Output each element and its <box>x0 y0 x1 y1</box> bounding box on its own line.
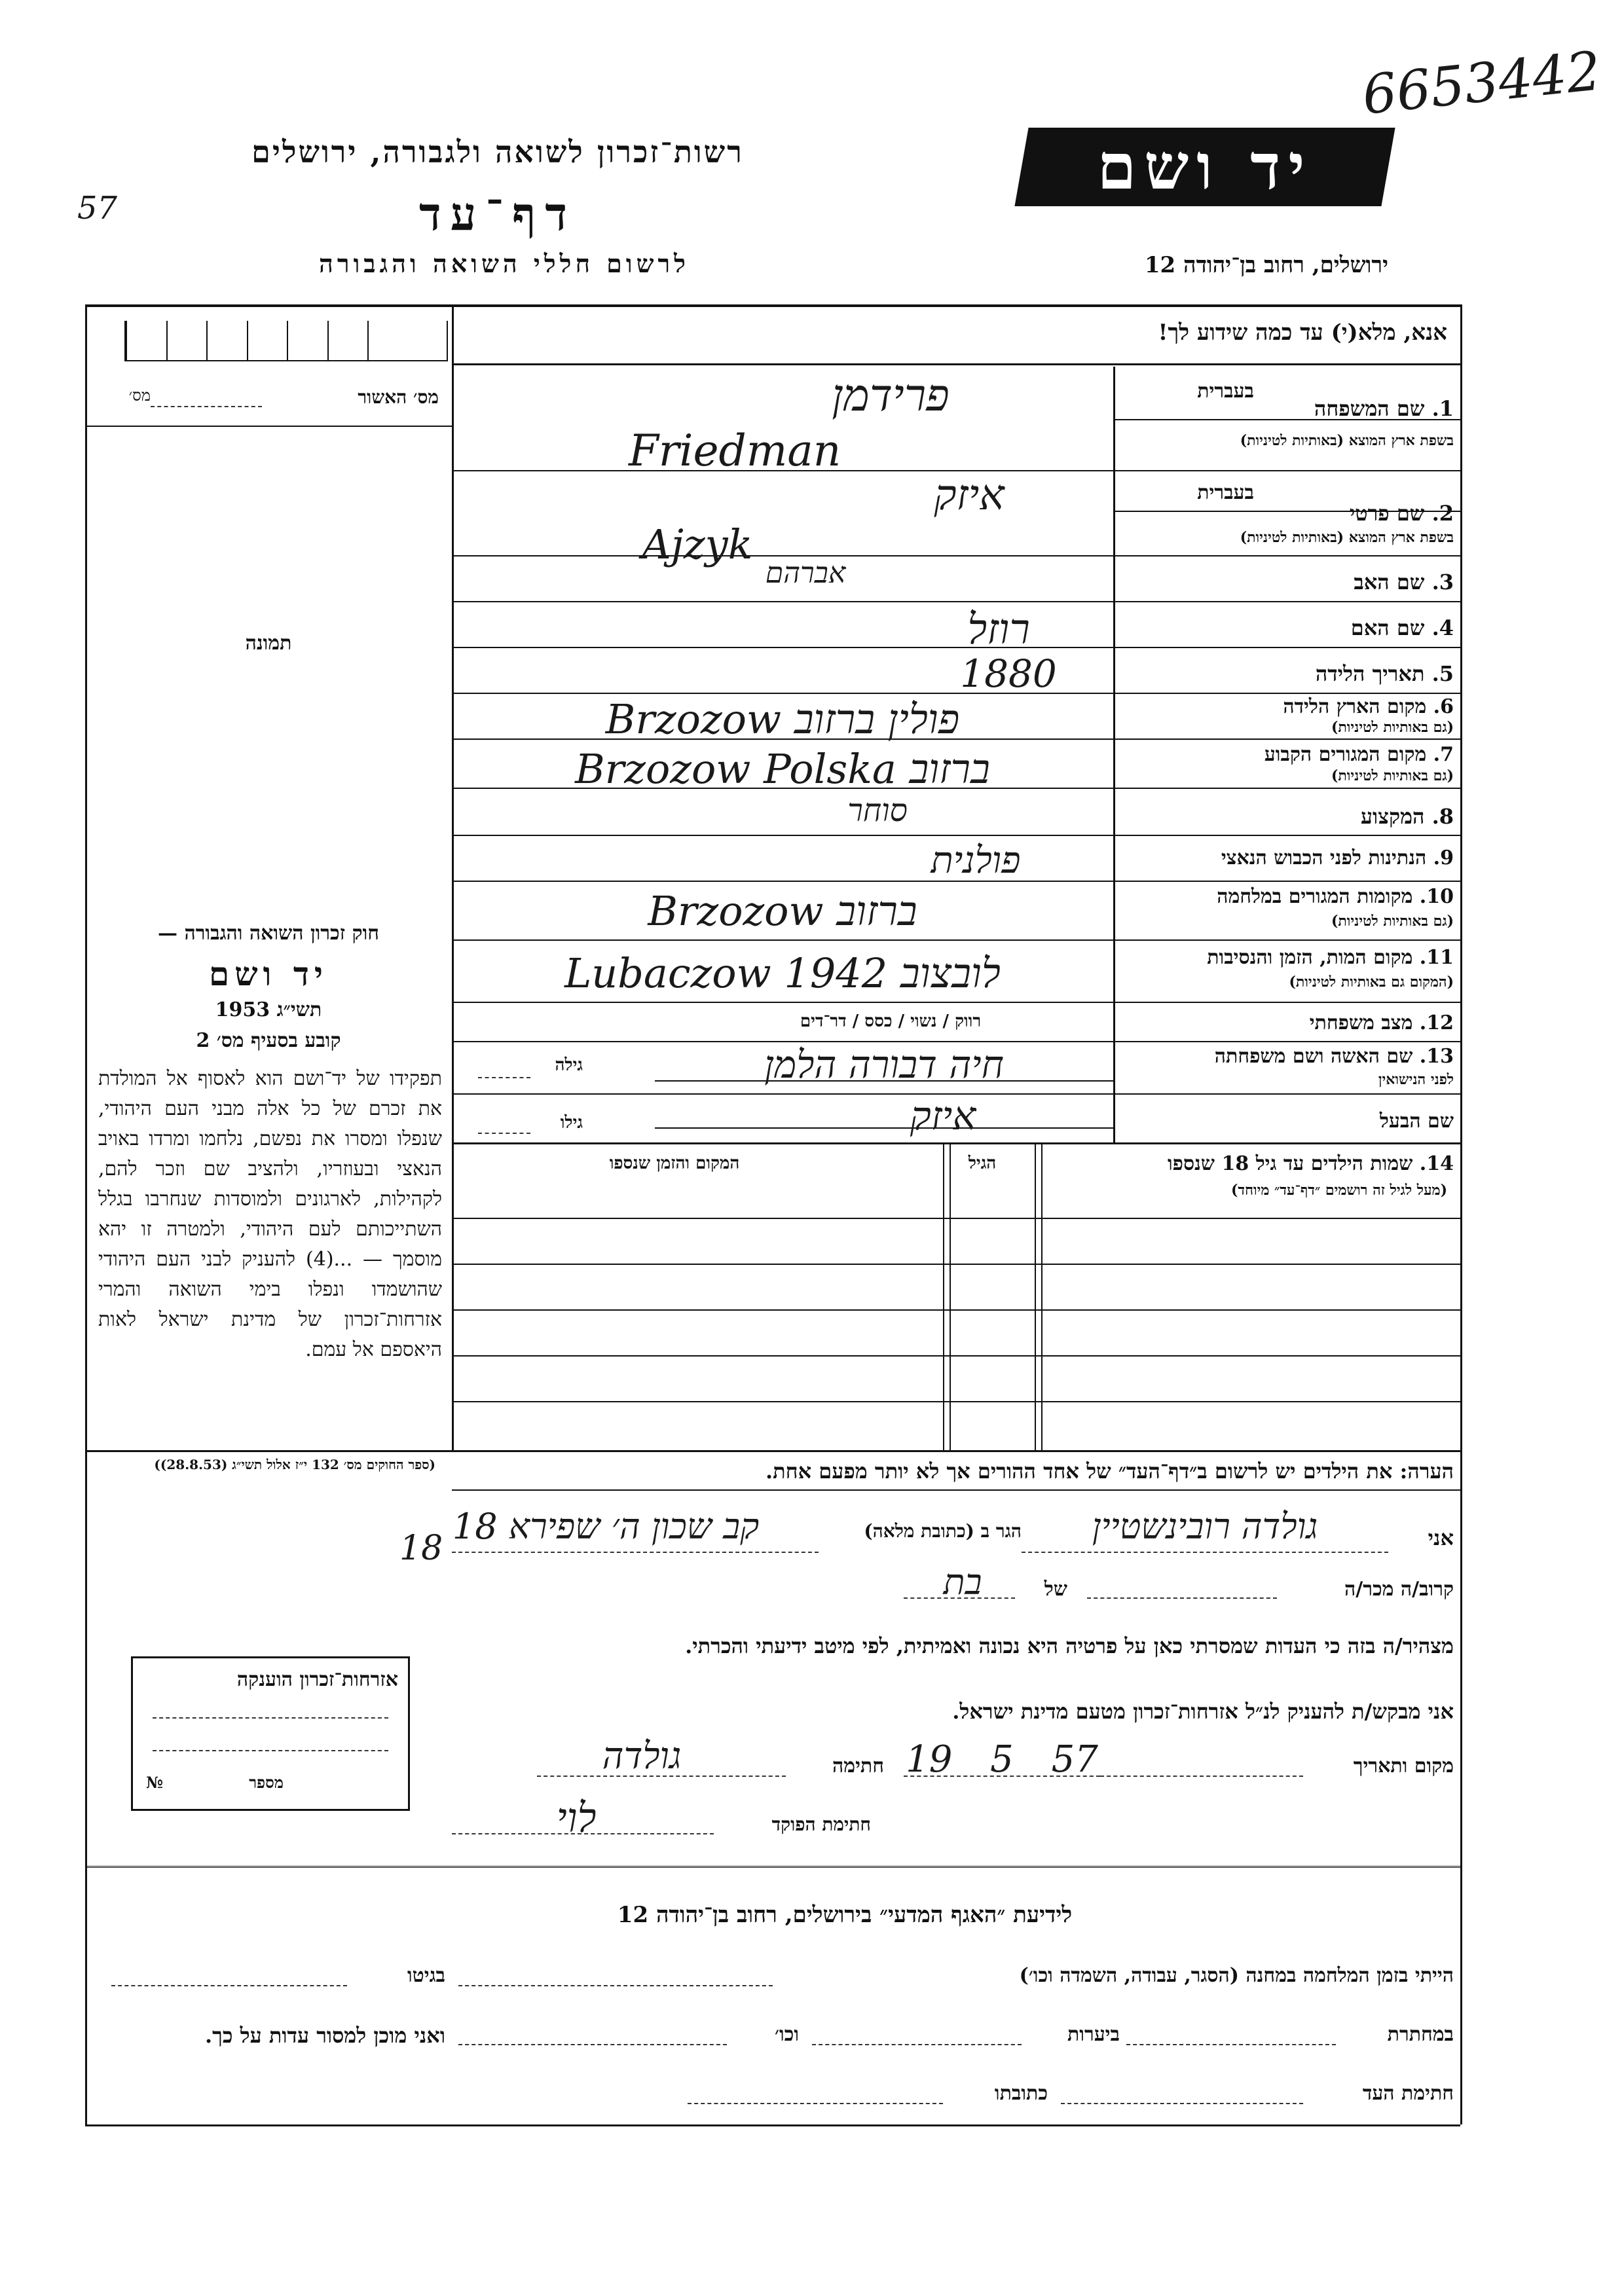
war-places-value: Brzozow ברזוב <box>648 887 917 935</box>
statement-text: מצהיר/ה בזה כי העדות שמסרתי כאן על פרטיה היא נכונה ואמיתית, לפי מיטב ידיעתי והכרתי. <box>685 1633 1454 1658</box>
death-value: Lubaczow לובצוב 1942 <box>564 949 1001 997</box>
relation-label: קרוב/ה מכר/ה <box>1344 1578 1454 1601</box>
law-year: תשי״ג 1953 <box>215 998 322 1021</box>
birthplace-value: Brzozow פולין ברזוב <box>605 695 960 743</box>
birthplace-label: 6. מקום הארץ הלידה <box>1283 695 1454 718</box>
residence-sub: (גם באותיות לטיניות) <box>1331 767 1454 784</box>
children-sub: (מעל לגיל זה רושמים ״דף־עד״ מיוחד) <box>1230 1182 1447 1199</box>
death-sub: (המקום גם באותיות לטיניות) <box>1289 974 1454 991</box>
war-places-label: 10. מקומות המגורים במלחמה <box>1217 885 1454 908</box>
place-date-label: מקום ותאריך <box>1353 1755 1454 1777</box>
hebrew-label-2: בעברית <box>1197 481 1254 504</box>
footer-etc: וכו׳ <box>775 2023 799 2046</box>
given-sub: בשפת ארץ המוצא (באותיות לטיניות) <box>1240 529 1454 546</box>
law-source: (ספר החוקים מס׳ 132 י״ז אלול תשי״ג (28.8.53)) <box>154 1457 435 1472</box>
residence-value: Brzozow Polska ברזוב <box>575 745 990 793</box>
surname-heb-value: פרידמן <box>832 370 950 422</box>
surname-lat-value: Friedman <box>629 426 841 476</box>
death-label: 11. מקום המות, הזמן והנסיבות <box>1207 946 1454 969</box>
spouse-label: 13. שם האשה ושם משפחתה <box>1214 1045 1454 1068</box>
citizenship-number-label: מספר <box>249 1773 284 1792</box>
given-heb-value: איזק <box>934 471 1005 520</box>
side-number: 18 <box>399 1529 443 1568</box>
husband-age-label: גילו <box>560 1113 583 1133</box>
children-label: 14. שמות הילדים עד גיל 18 שנספו <box>1167 1152 1454 1175</box>
given-label: 2. שם פרטי <box>1349 501 1454 526</box>
children-age-header: הגיל <box>968 1154 997 1173</box>
approval-label: מס׳ האשור <box>358 386 439 408</box>
residence-label: 7. מקום המגורים הקבוע <box>1264 743 1454 766</box>
note-text: הערה: את הילדים יש לרשום ב״דף־העד״ של אחד ההורים אך לא יותר מפעם אחת. <box>765 1459 1454 1484</box>
footer-witness-sig: חתימת העד <box>1362 2082 1454 2105</box>
law-title: חוק זכרון השואה והגבורה — <box>158 922 379 945</box>
declaration-i-label: אני <box>1428 1525 1454 1550</box>
authority-line: רשות־זכרון לשואה ולגבורה, ירושלים <box>251 134 744 170</box>
mother-label: 4. שם האם <box>1350 615 1454 640</box>
intro-text: אנא, מלא(י) עד כמה שידוע לך! <box>1158 319 1447 346</box>
citizenship-no: № <box>146 1773 164 1792</box>
footer-forests: ביערות <box>1067 2023 1120 2046</box>
officer-label: חתימת הפוקד <box>771 1813 871 1835</box>
citizenship-title: אזרחות־זכרון הוענקה <box>236 1668 398 1691</box>
form-title: דף־עד <box>418 187 576 241</box>
frame-left <box>85 304 87 2124</box>
header-address: ירושלים, רחוב בן־יהודה 12 <box>1144 252 1388 278</box>
photo-label: תמונה <box>245 632 292 655</box>
date-value: 19 5 57 <box>906 1738 1098 1781</box>
dob-value: 1880 <box>960 651 1057 696</box>
war-places-sub: (גם באותיות לטיניות) <box>1331 913 1454 930</box>
spouse-age-label: גילה <box>555 1055 583 1075</box>
signature-value: גולדה <box>602 1735 682 1777</box>
citizenship-box <box>131 1656 410 1811</box>
husband-label: שם הבעל <box>1379 1110 1454 1133</box>
family-status-options: רווק / נשוי / כסס / דר־דים <box>800 1011 982 1031</box>
occupation-label: 8. המקצוע <box>1360 804 1454 829</box>
declarant-address: קב שכון ה׳ שפירא 18 <box>452 1506 760 1547</box>
occupation-value: סוחר <box>847 792 908 829</box>
father-value: אברהם <box>765 556 846 590</box>
dob-label: 5. תאריך הלידה <box>1315 661 1454 686</box>
mother-value: רוזל <box>967 606 1030 654</box>
officer-signature: לוי <box>556 1794 597 1842</box>
husband-value: איזק <box>910 1093 976 1139</box>
approval-no-label: מס׳ <box>128 386 151 405</box>
footer-ghetto: בגיטו <box>407 1964 445 1987</box>
nationality-label: 9. הנתינות לפני הכבוש הנאצי <box>1221 847 1454 869</box>
request-text: אני מבקש/ת להעניק לנ״ל אזרחות־זכרון מטעם מדינת ישראל. <box>952 1699 1454 1724</box>
approval-number-box <box>124 321 448 361</box>
family-status-label: 12. מצב משפחתי <box>1309 1011 1454 1034</box>
form-subtitle: לרשום חללי השואה והגבורה <box>319 249 690 278</box>
law-name: יד ושם <box>209 955 328 993</box>
label-divider <box>1113 367 1115 1142</box>
surname-label: 1. שם המשפחה <box>1314 396 1454 421</box>
resident-label: הגר ב (כתובת מלאה) <box>864 1520 1022 1542</box>
frame-right <box>1460 304 1462 2124</box>
nationality-value: פולנית <box>931 839 1021 882</box>
relation-value: בת <box>943 1561 982 1603</box>
children-place-header: המקום והזמן שנספו <box>609 1154 740 1173</box>
sidebar-divider <box>452 304 454 1450</box>
law-text: תפקידו של יד־ושם הוא לאסוף אל המולדת את זכרם של כל אלה מבני העם היהודי, שנפלו ומסרו את נפשם, נלחמו ומרדו באויב הנאצי ובעוזריו, ולהציב שם וזכר להם, לקהילות, לארגונים ולמוסדות שנחרבו בגלל השתייכותם לעם היהודי, ולמטרה זו יהא מוסמך — ...(4) להעניק לבני העם היהודי שהושמדו ונפלו בימי השואה והמרי אזרחות־זכרון של מדינת ישראל לאות היאספם אל עמם. <box>98 1067 442 1361</box>
footer-address: כתובתו <box>994 2082 1048 2105</box>
given-lat-value: Ajzyk <box>642 520 753 568</box>
spouse-sub: לפני הנישואין <box>1378 1071 1454 1088</box>
footer-title: לידיעת ״האגף המדעי״ בירושלים, רחוב בן־יהודה 12 <box>617 1902 1073 1928</box>
yad-vashem-logo: יד ושם <box>1014 128 1395 206</box>
hebrew-label-1: בעברית <box>1197 380 1254 403</box>
footer-underground: במחתרת <box>1387 2023 1454 2046</box>
footer-line1: הייתי בזמן המלחמה במחנה (הסגר, עבודה, השמדה וכו׳) <box>1019 1964 1454 1987</box>
father-label: 3. שם האב <box>1354 570 1454 594</box>
of-label: של <box>1044 1578 1067 1601</box>
frame-top <box>85 304 1460 307</box>
surname-sub: בשפת ארץ המוצא (באותיות לטיניות) <box>1240 432 1454 449</box>
archive-number: 6653442 <box>1359 40 1604 127</box>
signature-label: חתימה <box>832 1755 884 1777</box>
footer-ready: ואני מוכן למסור עדות על כך. <box>204 2023 445 2048</box>
corner-mark: 57 <box>77 190 118 227</box>
birthplace-sub: (גם באותיות לטיניות) <box>1331 719 1454 736</box>
declarant-name: גולדה רובינשטיין <box>1092 1506 1318 1547</box>
spouse-value: חיה דבורה הלמן <box>764 1042 1004 1087</box>
law-clause: קובע בסעיף מס׳ 2 <box>196 1029 341 1052</box>
